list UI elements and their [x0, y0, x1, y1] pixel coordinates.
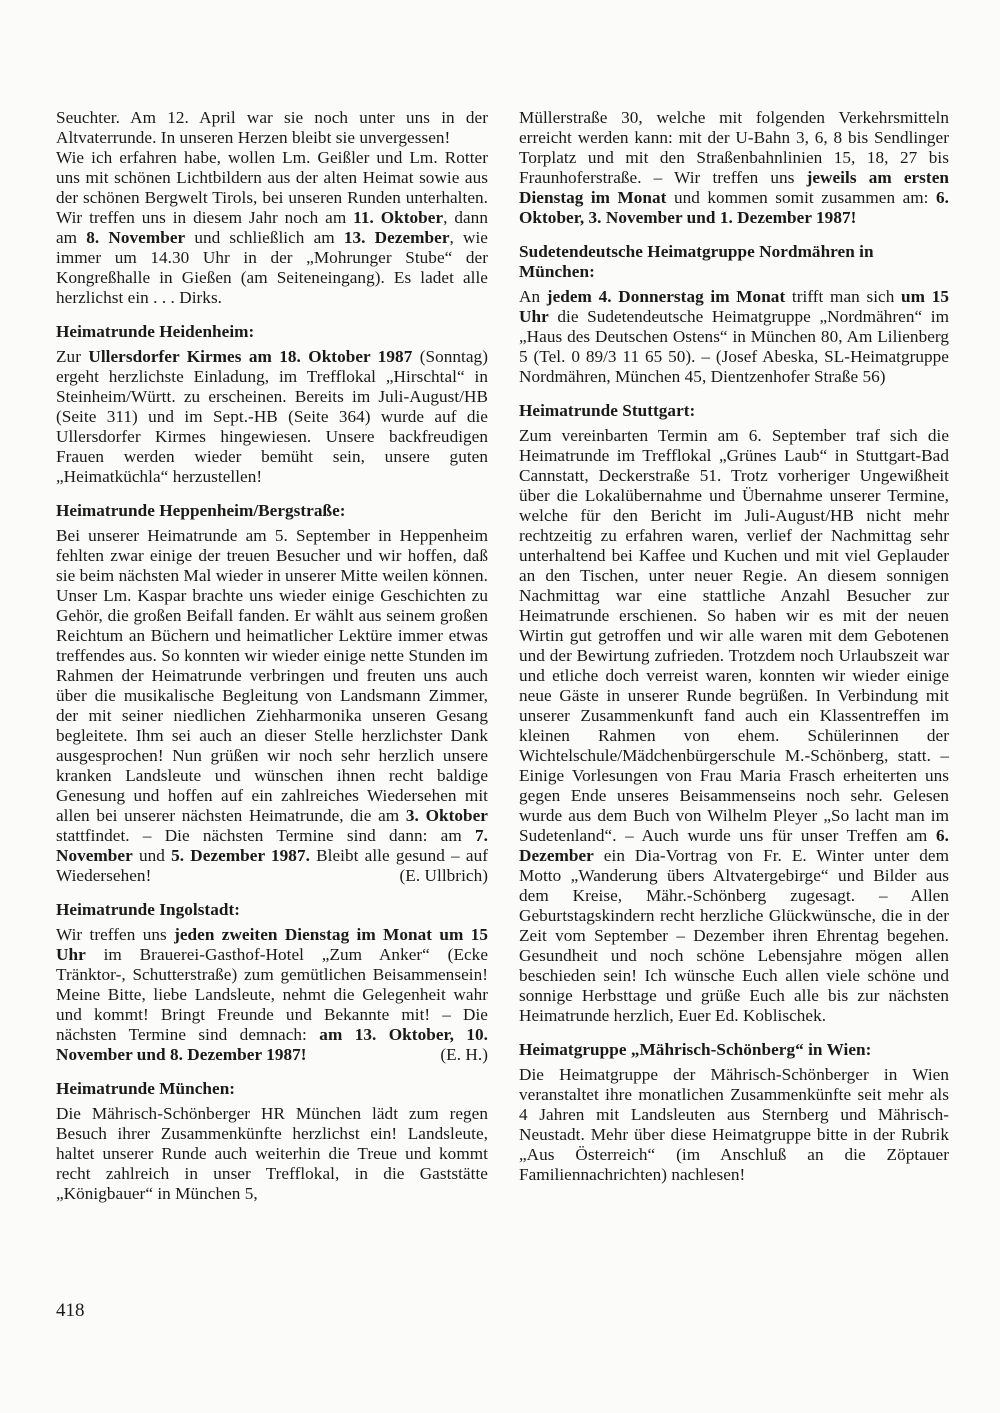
text-run: und kommen somit zusammen am: [666, 188, 936, 207]
text-run: , wie immer um 14.30 Uhr in der „Mohrunger Stube“ der Kongreßhalle in Gießen (am Seiteneingang). Es ladet alle herzlichst ein . . . Dirks. [56, 228, 488, 307]
text-run: Wie ich erfahren habe, wollen Lm. Geißler und Lm. Rotter uns mit schönen Lichtbildern aus der alten Heimat sowie aus der schönen Bergwelt Tirols, bei unseren Runden unterhalten. Wir treffen uns in diesem Jahr noch am [56, 148, 488, 227]
paragraph-muenchen-continued [519, 108, 949, 228]
heading-heppenheim: Heimatrunde Heppenheim/Bergstraße: [56, 501, 346, 520]
bold-run: um 15 Uhr [519, 287, 949, 326]
paragraph-ingolstadt [56, 925, 488, 1065]
bold-run: 6. Dezember [519, 826, 949, 865]
text-run: Bei unserer Heimatrunde am 5. September in Heppenheim fehlten zwar einige der treuen Besucher und wir hoffen, daß sie beim nächsten Mal wieder in unserer Mitte weilen können. Unser Lm. Kaspar brachte uns wieder einige Geschichten zu Gehör, die großen Beifall fanden. Er wählt aus seinem großen Reichtum an Büchern und heimatlicher Lektüre immer etwas treffendes aus. So konnten wir wieder einige nette Stunden im Rahmen der Heimatrunde verbringen und freuten uns auch über die musikalische Begleitung von Landsmann Zimmer, der mit seiner niedlichen Ziehharmonika unseren Gesang begleitete. Ihm sei auch an dieser Stelle herzlichster Dank ausgesprochen! Nun grüßen wir noch sehr herzlich unsere kranken Landsleute und wünschen ihnen recht baldige Genesung und hoffen auf ein zahlreiches Wiedersehen mit allen bei unserer nächsten Heimatrunde, die am [56, 526, 488, 825]
bold-run: jedem 4. Donnerstag im Monat [546, 287, 786, 306]
heading-ingolstadt: Heimatrunde Ingolstadt: [56, 900, 241, 919]
bold-run: 3. Oktober [405, 806, 488, 825]
text-run: , dann am [56, 208, 488, 247]
text-run: (Sonntag) ergeht herzlichste Einladung, im Trefflokal „Hirschtal“ in Steinheim/Württ. zu erscheinen. Bereits im Juli-August/HB (Seite 311) und im Sept.-HB (Seite 364) wurde auf die Ullersdorfer Kirmes hingewiesen. Unsere backfreudigen Frauen werden wieder bemüht sein, unsere guten „Heimatküchla“ herzustellen! [56, 347, 488, 486]
paragraph-nordmaehren [519, 287, 949, 387]
heading-heidenheim: Heimatrunde Heidenheim: [56, 322, 255, 341]
text-run: Bleibt alle gesund – auf Wiedersehen! [56, 846, 489, 885]
bold-run: Ullersdorfer Kirmes am 18. Oktober 1987 [88, 347, 413, 366]
date-oct: 11. Oktober [353, 208, 444, 227]
paragraph-wien: Die Heimatgruppe der Mährisch-Schönberger in Wien veranstaltet ihre monatlichen Zusammenkünfte seit mehr als 4 Jahren mit Landsleuten aus Sternberg und Mährisch-Neustadt. Mehr über diese Heimatgruppe bitte in der Rubrik „Aus Österreich“ (im Anschluß an die Zöptauer Familiennachrichten) nachlesen! [519, 1065, 949, 1184]
heading-wien: Heimatgruppe „Mährisch-Schönberg“ in Wien: [519, 1040, 872, 1059]
paragraph-heppenheim [56, 526, 488, 886]
text-run: ein Dia-Vortrag von Fr. E. Winter unter dem Motto „Wanderung übers Altvatergebirge“ und Bilder aus dem Kreise, Mähr.-Schönberg zugesagt. – Allen Geburtstagskindern recht herzliche Glückwünsche, die in der Zeit vom September – Dezember ihren Ehrentag begehen. Gesundheit und noch schöne Lebensjahre mögen allen beschieden sein! Ich wünsche Euch allen viele schöne und sonnige Herbsttage und grüße Euch alle bis zur nächsten Heimatrunde herzlich, Euer Ed. Koblischek. [519, 846, 949, 1025]
text-run: Müllerstraße 30, welche mit folgenden Verkehrsmitteln erreicht werden kann: mit der U-Bahn 3, 6, 8 bis Sendlinger Torplatz und mit den Straßenbahnlinien 15, 18, 27 bis Fraunhoferstraße. – Wir treffen uns [519, 108, 949, 187]
signature: (E. Ullbrich) [399, 866, 488, 885]
text-run: im Brauerei-Gasthof-Hotel „Zum Anker“ (Ecke Tränktor-, Schutterstraße) zum gemütlichen Beisammensein! Meine Bitte, liebe Landsleute, nehmt die Gelegenheit wahr und kommt! Bringt Freunde und Bekannte mit! – Die nächsten Termine sind demnach: [56, 945, 488, 1044]
text-run: stattfindet. – Die nächsten Termine sind dann: am [56, 826, 475, 845]
page-number: 418 [56, 1300, 85, 1321]
right-column [519, 108, 949, 1185]
text-run: und schließlich am [185, 228, 344, 247]
intro-paragraph-2 [56, 148, 488, 308]
text-run: die Sudetendeutsche Heimatgruppe „Nordmähren“ im „Haus des Deutschen Ostens“ in München 80, Am Lilienberg 5 (Tel. 0 89/3 11 65 50). – (Josef Abeska, SL-Heimatgruppe Nordmähren, München 45, Dientzenhofer Straße 56) [519, 307, 949, 386]
text-run: und [132, 846, 172, 865]
date-nov: 8. November [86, 228, 186, 247]
paragraph-stuttgart [519, 426, 949, 1026]
paragraph-muenchen: Die Mährisch-Schönberger HR München lädt zum regen Besuch ihrer Zusammenkünfte herzlichst ein! Landsleute, haltet unserer Runde auch weiterhin die Treue und kommt recht zahlreich in unser Trefflokal, in die Gaststätte „Königbauer“ in München 5, [56, 1104, 488, 1203]
bold-run: 6. Oktober, 3. November und 1. Dezember 1987! [519, 188, 949, 227]
intro-paragraph-1: Seuchter. Am 12. April war sie noch unter uns in der Altvaterrunde. In unseren Herzen bleibt sie unvergessen! [56, 108, 488, 147]
date-dec: 13. Dezember [343, 228, 450, 247]
heading-nordmaehren: Sudetendeutsche Heimatgruppe Nordmähren in München: [519, 242, 874, 281]
text-run: Zur [56, 347, 89, 366]
bold-run: jeden zweiten Dienstag im Monat um 15 Uhr [56, 925, 488, 964]
bold-run: 7. November [56, 826, 488, 865]
text-run: trifft man sich [785, 287, 902, 306]
bold-run: jeweils am ersten Dienstag im Monat [519, 168, 949, 207]
heading-muenchen: Heimatrunde München: [56, 1079, 236, 1098]
text-run: An [519, 287, 547, 306]
paragraph-heidenheim [56, 347, 488, 487]
signature: (E. H.) [440, 1045, 488, 1064]
bold-run: 5. Dezember 1987. [171, 846, 310, 865]
left-column [56, 108, 488, 1204]
text-run: Wir treffen uns [56, 925, 175, 944]
bold-run: am 13. Oktober, 10. November und 8. Dezember 1987! [56, 1025, 488, 1064]
heading-stuttgart: Heimatrunde Stuttgart: [519, 401, 696, 420]
text-run: Zum vereinbarten Termin am 6. September traf sich die Heimatrunde im Trefflokal „Grünes Laub“ in Stuttgart-Bad Cannstatt, Deckerstraße 51. Trotz vorheriger Ungewißheit über die Lokalübernahme und Übernahme unserer Termine, welche für den Bericht im Juli-August/HB nicht mehr rechtzeitig zu erfahren waren, verlief der Nachmittag sehr unterhaltend bei Kaffee und Kuchen und mit viel Geplauder an den Tischen, unter neuer Regie. An diesem sonnigen Nachmittag war eine stattliche Anzahl Besucher zur Heimatrunde erschienen. So haben wir es mit der neuen Wirtin gut getroffen und wir alle waren mit dem Gebotenen und der Bewirtung zufrieden. Trotzdem noch Urlaubszeit war und etliche doch verreist waren, konnten wir wieder einige neue Gäste in unserer Runde begrüßen. In Verbindung mit unserer Zusammenkunft fand auch ein Klassentreffen im kleinen Rahmen von ehem. Schülerinnen der Wichtelschule/Mädchenbürgerschule M.-Schönberg, statt. – Einige Vorlesungen von Frau Maria Frasch erheiterten uns gegen Ende unseres Beisammenseins noch sehr. Gelesen wurde aus dem Buch von Wilhelm Pleyer „So lacht man im Sudetenland“. – Auch wurde uns für unser Treffen am [519, 426, 949, 845]
